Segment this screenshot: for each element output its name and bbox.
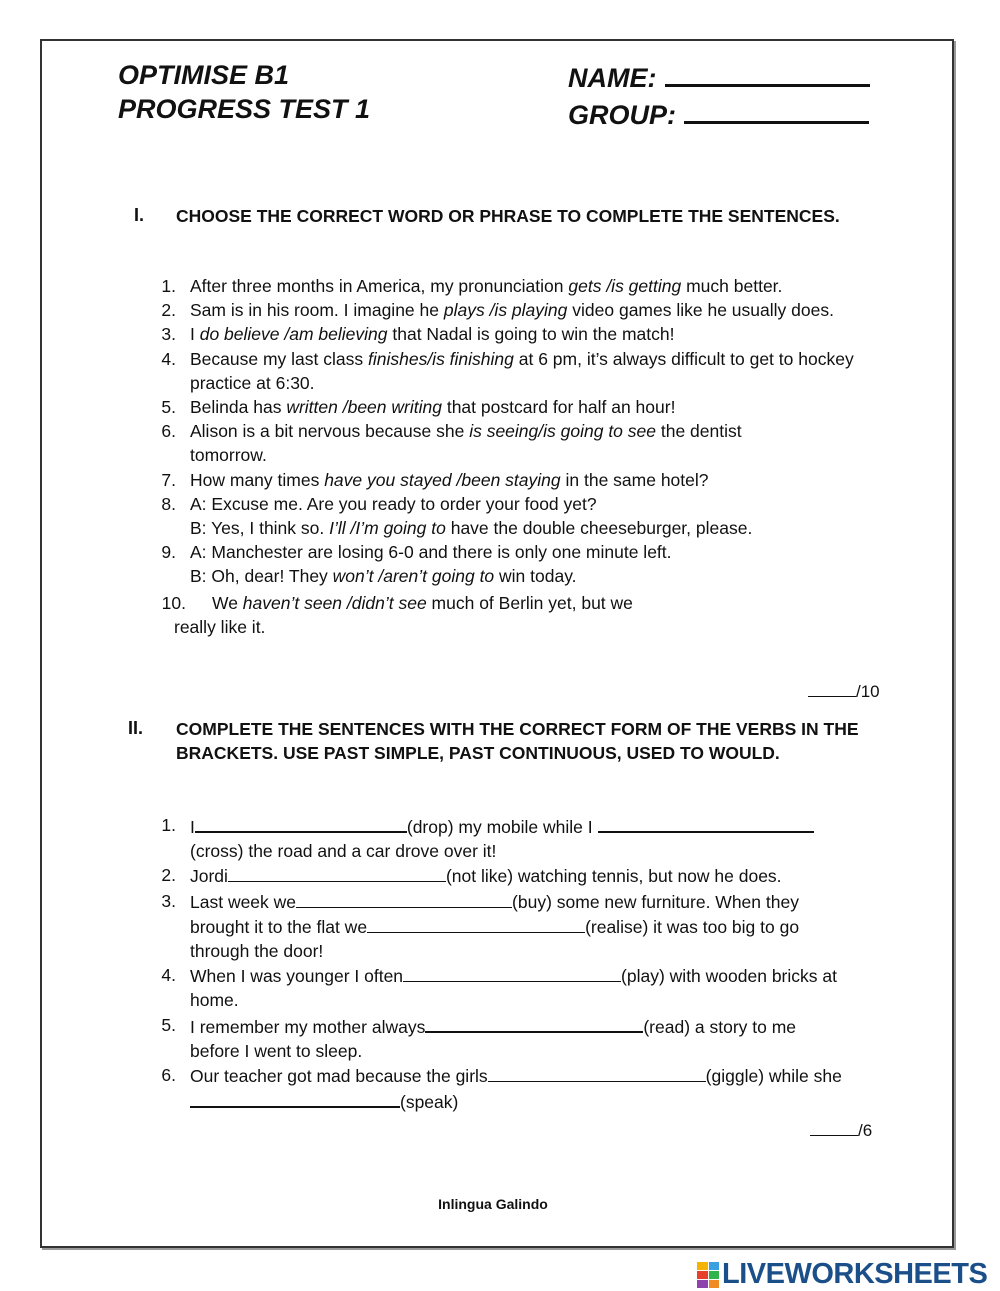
list-item: 8. A: Excuse me. Are you ready to order your food yet? B: Yes, I think so. I’ll /I’m going to have the double cheeseburger, please.: [161, 493, 753, 539]
section-2-list: [138, 813, 888, 1114]
brand-text: LIVEWORKSHEETS: [722, 1258, 988, 1290]
answer-blank[interactable]: [195, 813, 407, 833]
list-item: 7. How many times have you stayed /been staying in the same hotel?: [161, 469, 709, 490]
answer-choice[interactable]: plays /is playing: [443, 300, 568, 321]
answer-blank[interactable]: [403, 963, 621, 982]
list-item: 10. We haven’t seen /didn’t see much of Berlin yet, but we really like it.: [161, 592, 633, 637]
worksheet-header: [118, 58, 370, 126]
section-2-score: /6: [810, 1119, 872, 1141]
section-1-score: /10: [808, 680, 880, 702]
list-item: 6. Alison is a bit nervous because she is seeing/is going to see the dentist tomorrow.: [161, 421, 742, 466]
answer-blank[interactable]: [367, 914, 585, 933]
answer-choice[interactable]: I’ll /I’m going to: [329, 518, 446, 539]
student-info: [568, 58, 870, 132]
list-item: 5. I remember my mother always (read) a story to me before I went to sleep.: [161, 1014, 797, 1061]
section-1-list: [138, 274, 888, 639]
score-blank[interactable]: [810, 1119, 858, 1136]
list-item: 3. I do believe /am believing that Nadal is going to win the match!: [161, 324, 675, 345]
liveworksheets-logo: [697, 1258, 987, 1291]
list-item: 2. Jordi (not like) watching tennis, but now he does.: [161, 865, 782, 887]
list-item: 3. Last week we (buy) some new furniture. When they brought it to the flat we (realise) it was too big to go through the door!: [161, 890, 800, 962]
answer-blank[interactable]: [228, 863, 446, 882]
section-2-number: II.: [128, 718, 144, 738]
answer-blank[interactable]: [296, 889, 512, 908]
test-title: PROGRESS TEST 1: [118, 94, 371, 124]
score-blank[interactable]: [808, 680, 856, 697]
answer-blank[interactable]: [488, 1063, 706, 1082]
list-item: 4. Because my last class finishes/is finishing at 6 pm, it’s always difficult to get to hockey practice at 6:30.: [161, 348, 854, 393]
answer-blank[interactable]: [598, 813, 814, 833]
section-1-title: CHOOSE THE CORRECT WORD OR PHRASE TO COMPLETE THE SENTENCES.: [176, 206, 840, 226]
answer-blank[interactable]: [425, 1013, 643, 1033]
list-item: 6. Our teacher got mad because the girls (giggle) while she (speak): [161, 1065, 842, 1113]
list-item: 5. Belinda has written /been writing that postcard for half an hour!: [161, 397, 676, 418]
group-field[interactable]: [684, 95, 869, 124]
answer-choice[interactable]: gets /is getting: [568, 276, 682, 296]
list-item: 1. I (drop) my mobile while I (cross) the road and a car drove over it!: [138, 813, 888, 863]
answer-choice[interactable]: is seeing/is going to see: [469, 421, 656, 442]
answer-choice[interactable]: won’t /aren’t going to: [332, 566, 495, 587]
name-label: NAME:: [568, 63, 657, 93]
answer-choice[interactable]: haven’t seen /didn’t see: [242, 592, 427, 613]
footer-school: Inlingua Galindo: [438, 1196, 548, 1212]
course-title: OPTIMISE B1: [118, 60, 290, 90]
list-item: 9. A: Manchester are losing 6-0 and there is only one minute left. B: Oh, dear! They won’t /aren’t going to win today.: [161, 542, 672, 587]
name-field[interactable]: [665, 58, 870, 87]
answer-choice[interactable]: written /been writing: [286, 397, 442, 418]
section-2-title: COMPLETE THE SENTENCES WITH THE CORRECT FORM OF THE VERBS IN THE BRACKETS. USE PAST SIMPLE, PAST CONTINUOUS, USED TO WOULD.: [176, 719, 859, 763]
group-label: GROUP:: [568, 100, 676, 130]
section-1-number: I.: [134, 205, 145, 225]
liveworksheets-icon: [697, 1262, 719, 1288]
answer-choice[interactable]: do believe /am believing: [199, 324, 388, 345]
answer-choice[interactable]: have you stayed /been staying: [324, 469, 561, 490]
list-item: 2. Sam is in his room. I imagine he plays /is playing video games like he usually does.: [161, 300, 834, 321]
answer-blank[interactable]: [190, 1088, 400, 1108]
answer-choice[interactable]: finishes/is finishing: [367, 348, 514, 369]
list-item: 1. After three months in America, my pronunciation gets /is getting much better.: [161, 276, 783, 296]
list-item: 4. When I was younger I often (play) with wooden bricks at home.: [161, 965, 837, 1011]
